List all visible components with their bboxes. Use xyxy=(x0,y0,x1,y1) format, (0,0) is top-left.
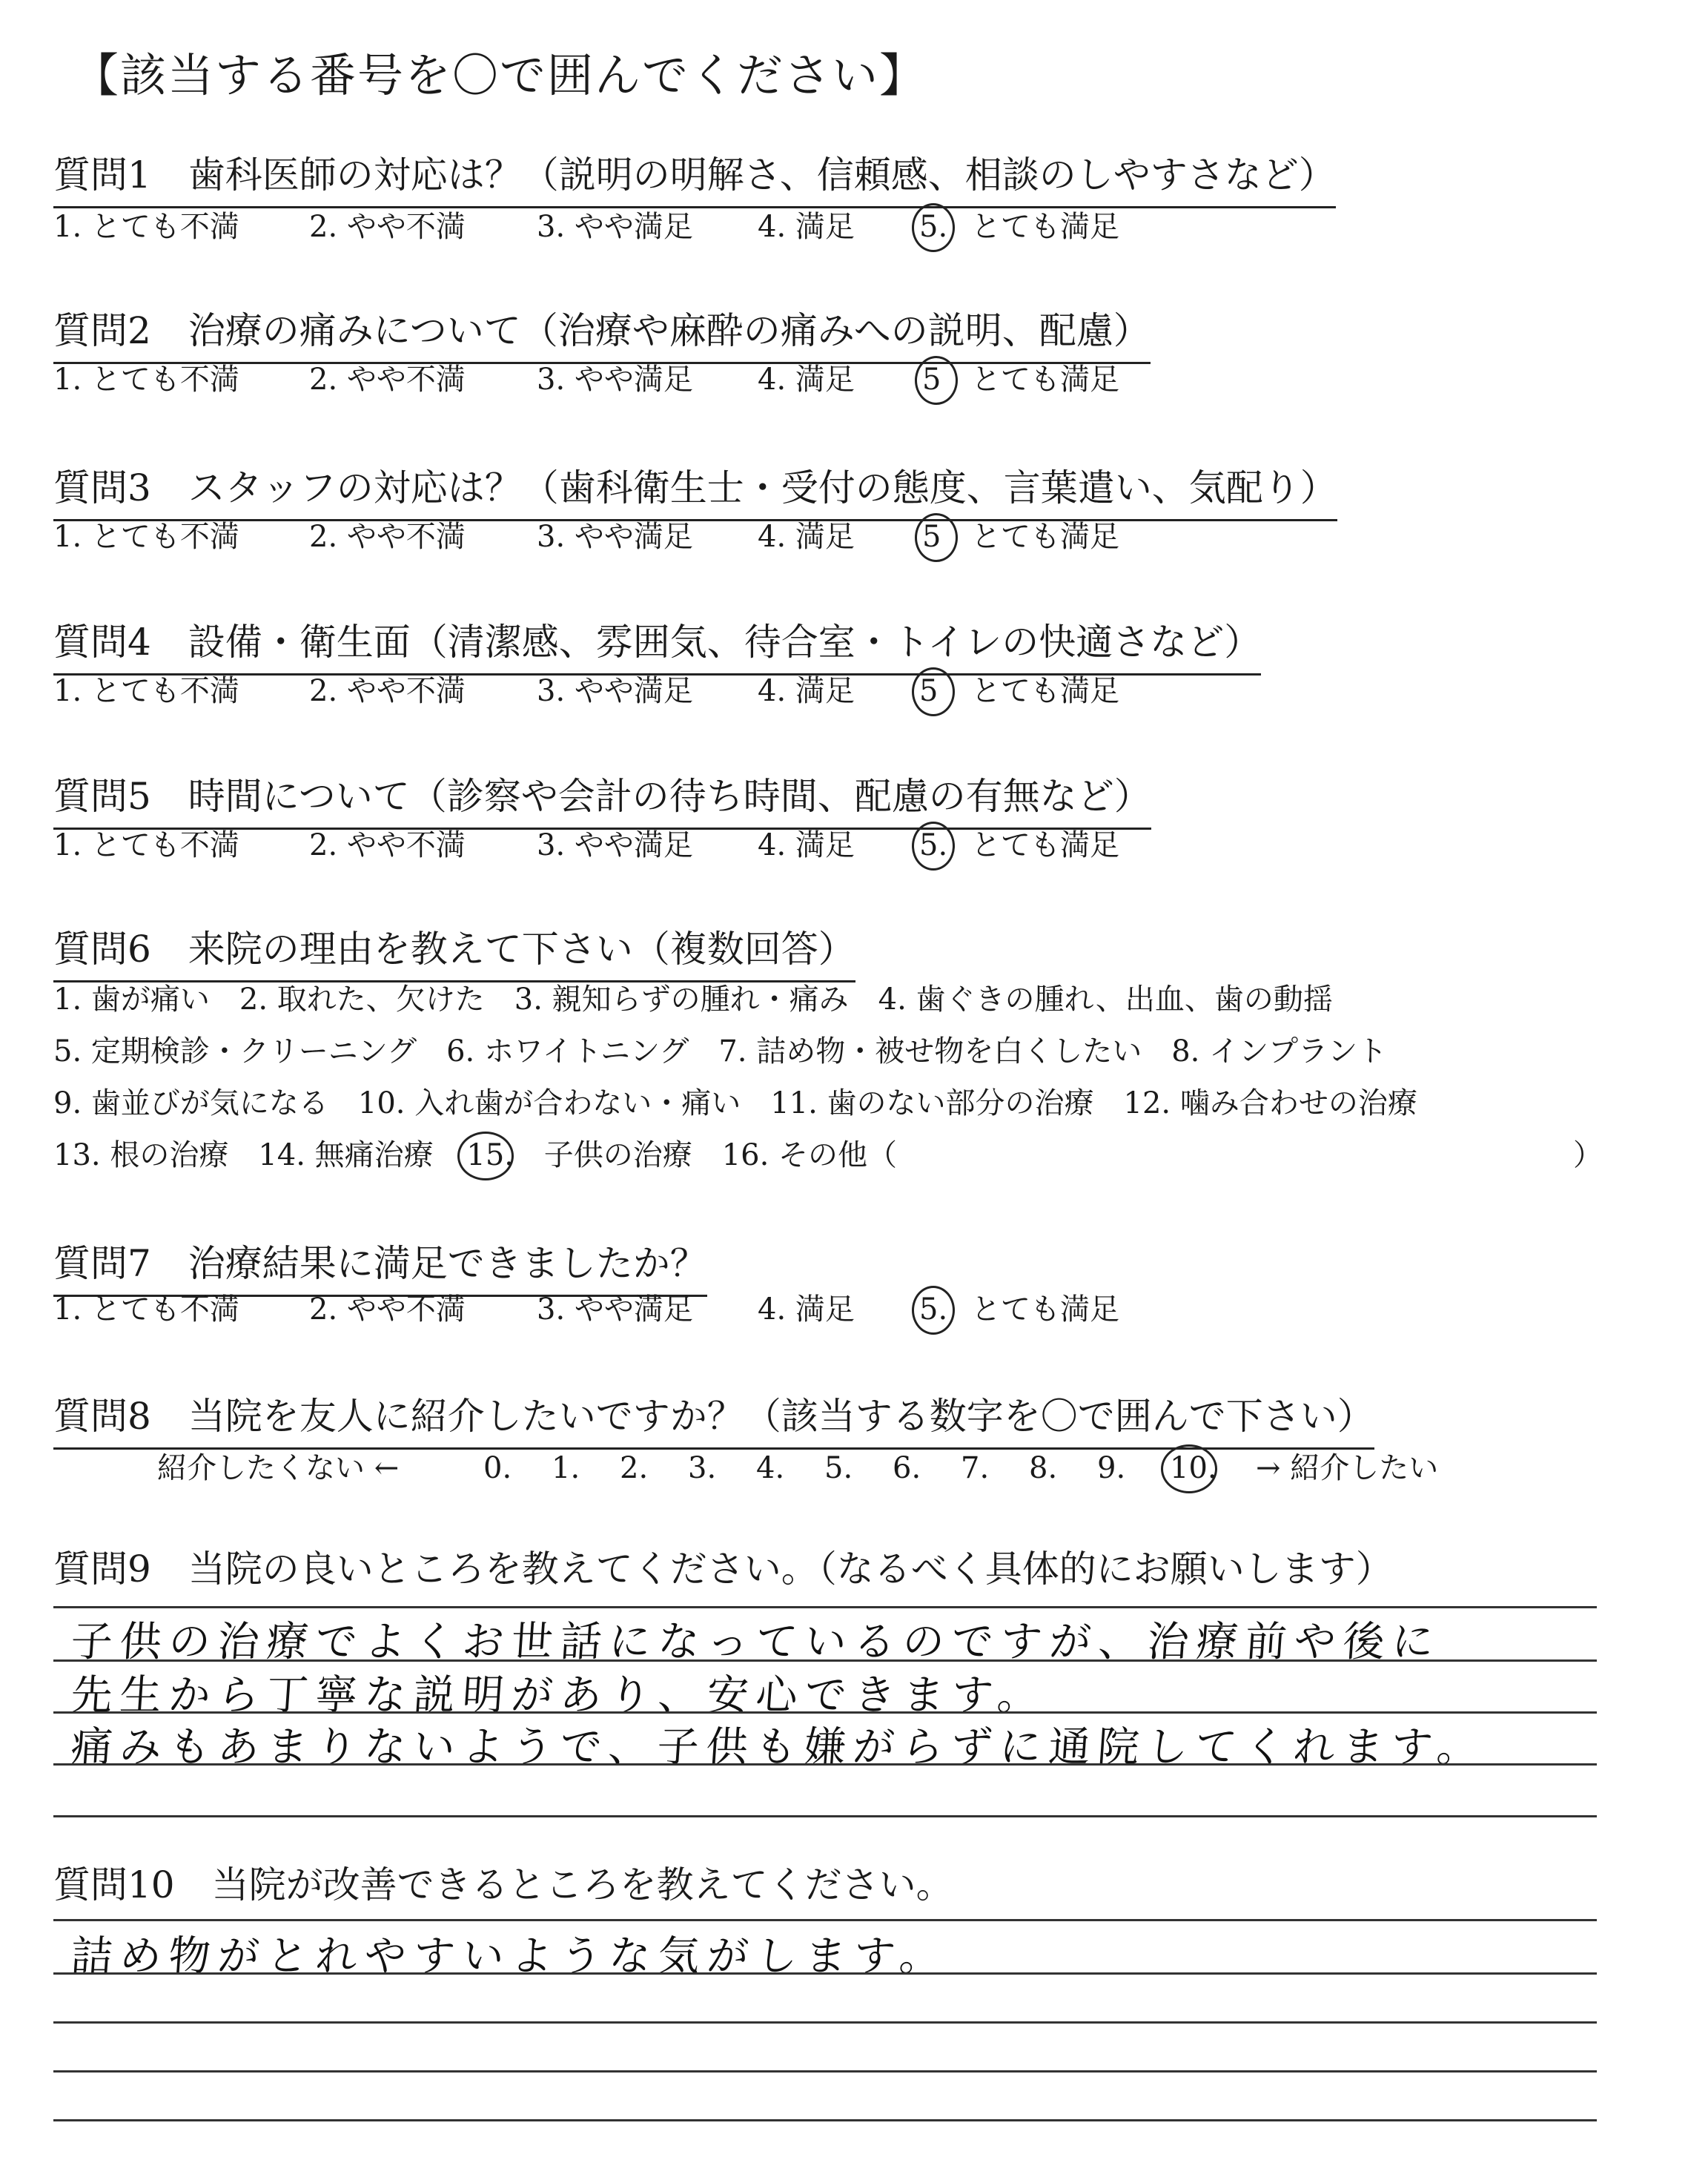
q8-scale-6[interactable]: 6. xyxy=(893,1451,921,1485)
q3-option-2[interactable]: 2. やや不満 xyxy=(309,520,466,554)
question-9-title: 質問9 当院の良いところを教えてください。（なるべく具体的にお願いします） xyxy=(53,1548,1393,1591)
q1-option-5-label: とても満足 xyxy=(971,210,1119,244)
q7-option-5-circled[interactable]: 5. xyxy=(919,1289,947,1330)
q10-answer-rule-2 xyxy=(53,1972,1597,1975)
q6-reasons-row-2[interactable]: 5. 定期検診・クリーニング 6. ホワイトニング 7. 詰め物・被せ物を白くしたい 8. インプラント xyxy=(53,1034,1388,1069)
q10-answer-rule-4 xyxy=(53,2070,1597,2073)
q6-reasons-row-3[interactable]: 9. 歯並びが気になる 10. 入れ歯が合わない・痛い 11. 歯のない部分の治療 12. 噛み合わせの治療 xyxy=(53,1086,1417,1120)
q4-option-4[interactable]: 4. 満足 xyxy=(758,674,855,708)
q8-scale-9[interactable]: 9. xyxy=(1097,1451,1126,1485)
q6-reasons-row-4 xyxy=(53,1135,1603,1176)
question-5-title: 質問5 時間について（診察や会計の待ち時間、配慮の有無など） xyxy=(53,767,1151,830)
q5-option-2[interactable]: 2. やや不満 xyxy=(309,828,466,862)
q10-answer-rule-5 xyxy=(53,2119,1597,2121)
q8-scale-8[interactable]: 8. xyxy=(1029,1451,1058,1485)
q4-option-2[interactable]: 2. やや不満 xyxy=(309,674,466,708)
q5-option-1[interactable]: 1. とても不満 xyxy=(53,828,239,862)
question-4-title: 質問4 設備・衛生面（清潔感、雰囲気、待合室・トイレの快適さなど） xyxy=(53,612,1261,676)
question-6-title: 質問6 来院の理由を教えて下さい（複数回答） xyxy=(53,919,855,982)
q8-scale-1[interactable]: 1. xyxy=(552,1451,580,1485)
q3-option-3[interactable]: 3. やや満足 xyxy=(537,520,693,554)
q5-option-5-circled[interactable]: 5. xyxy=(919,825,947,866)
q8-scale-7[interactable]: 7. xyxy=(961,1451,990,1485)
q8-scale-5[interactable]: 5. xyxy=(824,1451,853,1485)
q8-scale-2[interactable]: 2. xyxy=(620,1451,649,1485)
q2-option-2[interactable]: 2. やや不満 xyxy=(309,363,466,397)
question-10-title: 質問10 当院が改善できるところを教えてください。 xyxy=(53,1863,953,1906)
q5-option-4[interactable]: 4. 満足 xyxy=(758,828,855,862)
q3-option-5-label: とても満足 xyxy=(971,520,1119,554)
q7-option-5-label: とても満足 xyxy=(971,1292,1119,1327)
q9-answer-rule-5 xyxy=(53,1815,1597,1817)
q6-option-15-circled[interactable]: 15. xyxy=(466,1135,514,1176)
q10-answer-rule-3 xyxy=(53,2021,1597,2024)
q7-option-3[interactable]: 3. やや満足 xyxy=(537,1292,693,1327)
q3-option-1[interactable]: 1. とても不満 xyxy=(53,520,239,554)
q6-options-13-14[interactable]: 13. 根の治療 14. 無痛治療 xyxy=(53,1138,434,1172)
q5-option-5-label: とても満足 xyxy=(971,828,1119,862)
q1-option-4[interactable]: 4. 満足 xyxy=(758,210,855,244)
q8-scale-4[interactable]: 4. xyxy=(756,1451,785,1485)
question-8-title: 質問8 当院を友人に紹介したいですか？（該当する数字を〇で囲んで下さい） xyxy=(53,1387,1374,1450)
q1-option-2[interactable]: 2. やや不満 xyxy=(309,210,466,244)
page-title: 【該当する番号を〇で囲んでください】 xyxy=(73,48,927,102)
q9-answer-rule-4 xyxy=(53,1763,1597,1766)
question-3-title: 質問3 スタッフの対応は？（歯科衛生士・受付の態度、言葉遣い、気配り） xyxy=(53,458,1337,521)
q2-option-4[interactable]: 4. 満足 xyxy=(758,363,855,397)
q4-option-5-circled[interactable]: 5 xyxy=(919,670,938,712)
q6-other-close: ） xyxy=(1573,1138,1603,1172)
q4-option-3[interactable]: 3. やや満足 xyxy=(537,674,693,708)
q8-scale-10-circled[interactable]: 10. xyxy=(1170,1447,1217,1489)
q7-option-4[interactable]: 4. 満足 xyxy=(758,1292,855,1327)
q2-option-3[interactable]: 3. やや満足 xyxy=(537,363,693,397)
q9-answer-rule-2 xyxy=(53,1659,1597,1662)
q6-options-15-16[interactable]: 子供の治療 16. その他（ xyxy=(543,1138,898,1172)
q9-answer-line-1[interactable]: 子供の治療でよくお世話になっているのですが、治療前や後に xyxy=(69,1618,1443,1666)
q6-reasons-row-1[interactable]: 1. 歯が痛い 2. 取れた、欠けた 3. 親知らずの腫れ・痛み 4. 歯ぐきの腫れ、出血、歯の動揺 xyxy=(53,982,1333,1017)
q5-option-3[interactable]: 3. やや満足 xyxy=(537,828,693,862)
q2-option-5-circled[interactable]: 5 xyxy=(922,359,941,400)
q4-option-1[interactable]: 1. とても不満 xyxy=(53,674,239,708)
q4-option-5-label: とても満足 xyxy=(971,674,1119,708)
q3-option-4[interactable]: 4. 満足 xyxy=(758,520,855,554)
q7-option-1[interactable]: 1. とても不満 xyxy=(53,1292,239,1327)
q7-option-2[interactable]: 2. やや不満 xyxy=(309,1292,466,1327)
q2-option-1[interactable]: 1. とても不満 xyxy=(53,363,239,397)
q8-scale-3[interactable]: 3. xyxy=(688,1451,717,1485)
q10-answer-line-1[interactable]: 詰め物がとれやすいような気がします。 xyxy=(69,1932,950,1981)
q9-answer-line-3[interactable]: 痛みもあまりないようで、子供も嫌がらずに通院してくれます。 xyxy=(69,1723,1488,1771)
q1-option-5-circled[interactable]: 5. xyxy=(919,206,947,248)
q8-left-label: 紹介したくない ← xyxy=(157,1451,400,1485)
q1-option-1[interactable]: 1. とても不満 xyxy=(53,210,239,244)
q3-option-5-circled[interactable]: 5 xyxy=(922,516,941,558)
question-2-title: 質問2 治療の痛みについて（治療や麻酔の痛みへの説明、配慮） xyxy=(53,301,1151,364)
q9-answer-line-2[interactable]: 先生から丁寧な説明があり、安心できます。 xyxy=(69,1671,1048,1720)
q8-right-label: → 紹介したい xyxy=(1256,1451,1439,1485)
q2-option-5-label: とても満足 xyxy=(971,363,1119,397)
q9-answer-rule-3 xyxy=(53,1711,1597,1714)
question-7-title: 質問7 治療結果に満足できましたか？ xyxy=(53,1234,707,1297)
q9-answer-rule-1 xyxy=(53,1606,1597,1608)
q1-option-3[interactable]: 3. やや満足 xyxy=(537,210,693,244)
q10-answer-rule-1 xyxy=(53,1919,1597,1921)
question-1-title: 質問1 歯科医師の対応は？（説明の明解さ、信頼感、相談のしやすさなど） xyxy=(53,145,1336,208)
q8-scale-0[interactable]: 0. xyxy=(483,1451,512,1485)
